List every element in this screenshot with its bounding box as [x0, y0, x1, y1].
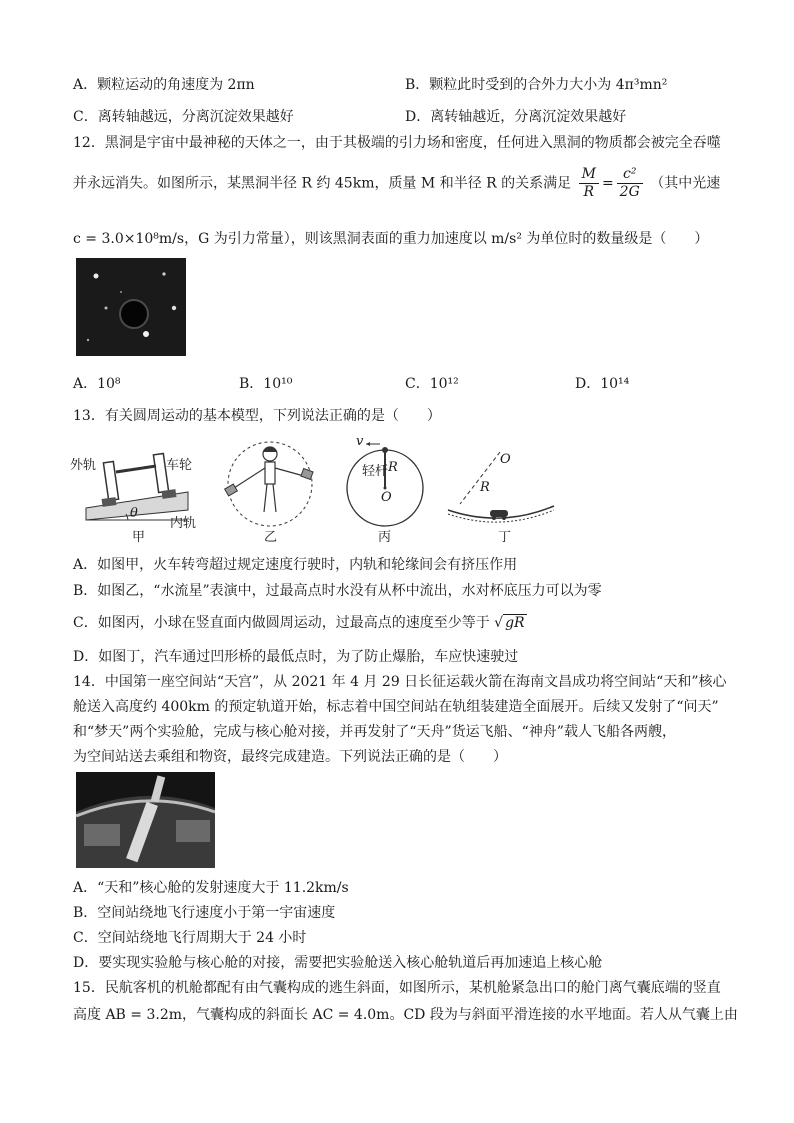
caption-jia: 甲	[132, 530, 146, 545]
q13-option-c-text: C．如图丙，小球在竖直面内做圆周运动，过最高点的速度至少等于	[73, 615, 490, 631]
q12-option-b: B．10¹⁰	[239, 376, 293, 392]
q12-stem-line-2-text: 并永远消失。如图所示，某黑洞半径 R 约 45km，质量 M 和半径 R 的关系满足	[73, 175, 572, 192]
q14-stem-line-4: 为空间站送去乘组和物资，最终完成建造。下列说法正确的是（ ）	[73, 749, 507, 765]
label-inner-rail: 内轨	[170, 516, 197, 531]
label-outer-rail: 外轨	[70, 458, 97, 473]
label-light-rod: 轻杆	[362, 464, 389, 479]
q12-stem-line-2-tail: （其中光速	[650, 175, 721, 192]
q11-option-d: D．离转轴越近，分离沉淀效果越好	[405, 109, 627, 125]
label-O-bing: O	[381, 490, 392, 505]
q14-stem-line-1: 14．中国第一座空间站“天宫”，从 2021 年 4 月 29 日长征运载火箭在海南文昌成功将空间站“天和”核心	[73, 674, 727, 690]
q13-option-b: B．如图乙，“水流星”表演中，过最高点时水没有从杯中流出，水对杯底压力可以为零	[73, 583, 602, 599]
figure-jia-train-track	[70, 432, 200, 544]
q13-option-c	[73, 612, 527, 632]
label-v: v	[356, 434, 364, 449]
sqrt-symbol: √	[494, 615, 504, 631]
q12-option-d: D．10¹⁴	[575, 376, 630, 392]
figure-yi-water-meteor	[220, 432, 320, 544]
figure-bing-light-rod	[340, 432, 430, 544]
q13-option-a: A．如图甲，火车转弯超过规定速度行驶时，内轨和轮缘间会有挤压作用	[73, 557, 518, 573]
q14-option-d: D．要实现实验舱与核心舱的对接，需要把实验舱送入核心舱轨道后再加速追上核心舱	[73, 955, 603, 971]
q12-stem-line-2: 并永远消失。如图所示，某黑洞半径 R 约 45km，质量 M 和半径 R 的关系满足 $\frac{M}{R}$ = $\frac{\text{c²}}{2G}$ （其中光速	[73, 166, 721, 200]
q12-fraction-mass-radius	[579, 166, 599, 201]
label-R-ding: R	[480, 480, 490, 495]
q11-option-a: A．颗粒运动的角速度为 2πn	[73, 77, 255, 93]
q11-option-c: C．离转轴越远，分离沉淀效果越好	[73, 109, 294, 125]
q11-option-b: B．颗粒此时受到的合外力大小为 4π³mn²	[405, 77, 668, 93]
q12-fraction-c2-2g	[617, 166, 643, 201]
q12-frac-left-num: M	[579, 166, 599, 184]
q12-frac-left-den: R	[583, 184, 595, 200]
q14-stem-line-3: 和“梦天”两个实验舱，完成与核心舱对接，并再发射了“天舟”货运飞船、“神舟”载人飞船各两艘，	[73, 724, 676, 740]
q14-option-a: A．“天和”核心舱的发射速度大于 11.2km/s	[73, 880, 349, 896]
q13-stem: 13．有关圆周运动的基本模型，下列说法正确的是（ ）	[73, 408, 441, 424]
q12-frac-right-den: 2G	[619, 184, 640, 200]
q12-stem-line-1: 12．黑洞是宇宙中最神秘的天体之一，由于其极端的引力场和密度，任何进入黑洞的物质都会被完全吞噬	[73, 135, 721, 151]
caption-bing: 丙	[378, 530, 392, 545]
q13-option-c-radicand: gR	[505, 615, 525, 631]
label-R-bing: R	[388, 460, 398, 475]
label-O-ding: O	[500, 452, 511, 467]
q13-option-d: D．如图丁，汽车通过凹形桥的最低点时，为了防止爆胎，车应快速驶过	[73, 649, 519, 665]
black-hole-image	[76, 258, 186, 356]
space-station-image	[76, 772, 215, 868]
q15-stem-line-1: 15．民航客机的机舱都配有由气囊构成的逃生斜面，如图所示，某机舱紧急出口的舱门离气囊底端的竖直	[73, 980, 721, 996]
label-wheel: 车轮	[166, 458, 193, 473]
q14-option-b: B．空间站绕地飞行速度小于第一宇宙速度	[73, 905, 336, 921]
figure-ding-concave-bridge	[446, 432, 556, 544]
q14-stem-line-2: 舱送入高度约 400km 的预定轨道开始，标志着中国空间站在轨组装建造全面展开。后续又发射了“问天”	[73, 699, 719, 715]
q12-option-a: A．10⁸	[73, 376, 121, 392]
q15-stem-line-2: 高度 AB = 3.2m，气囊构成的斜面长 AC = 4.0m。CD 段为与斜面平滑连接的水平地面。若人从气囊上由	[73, 1007, 738, 1023]
q12-option-c: C．10¹²	[405, 376, 459, 392]
q12-stem-line-3: c = 3.0×10⁸m/s，G 为引力常量），则该黑洞表面的重力加速度以 m/s² 为单位时的数量级是（ ）	[73, 231, 709, 247]
q14-option-c: C．空间站绕地飞行周期大于 24 小时	[73, 930, 307, 946]
caption-yi: 乙	[264, 530, 278, 545]
q12-frac-right-num: c²	[617, 166, 643, 184]
caption-ding: 丁	[498, 530, 512, 545]
label-theta: θ	[130, 506, 138, 521]
